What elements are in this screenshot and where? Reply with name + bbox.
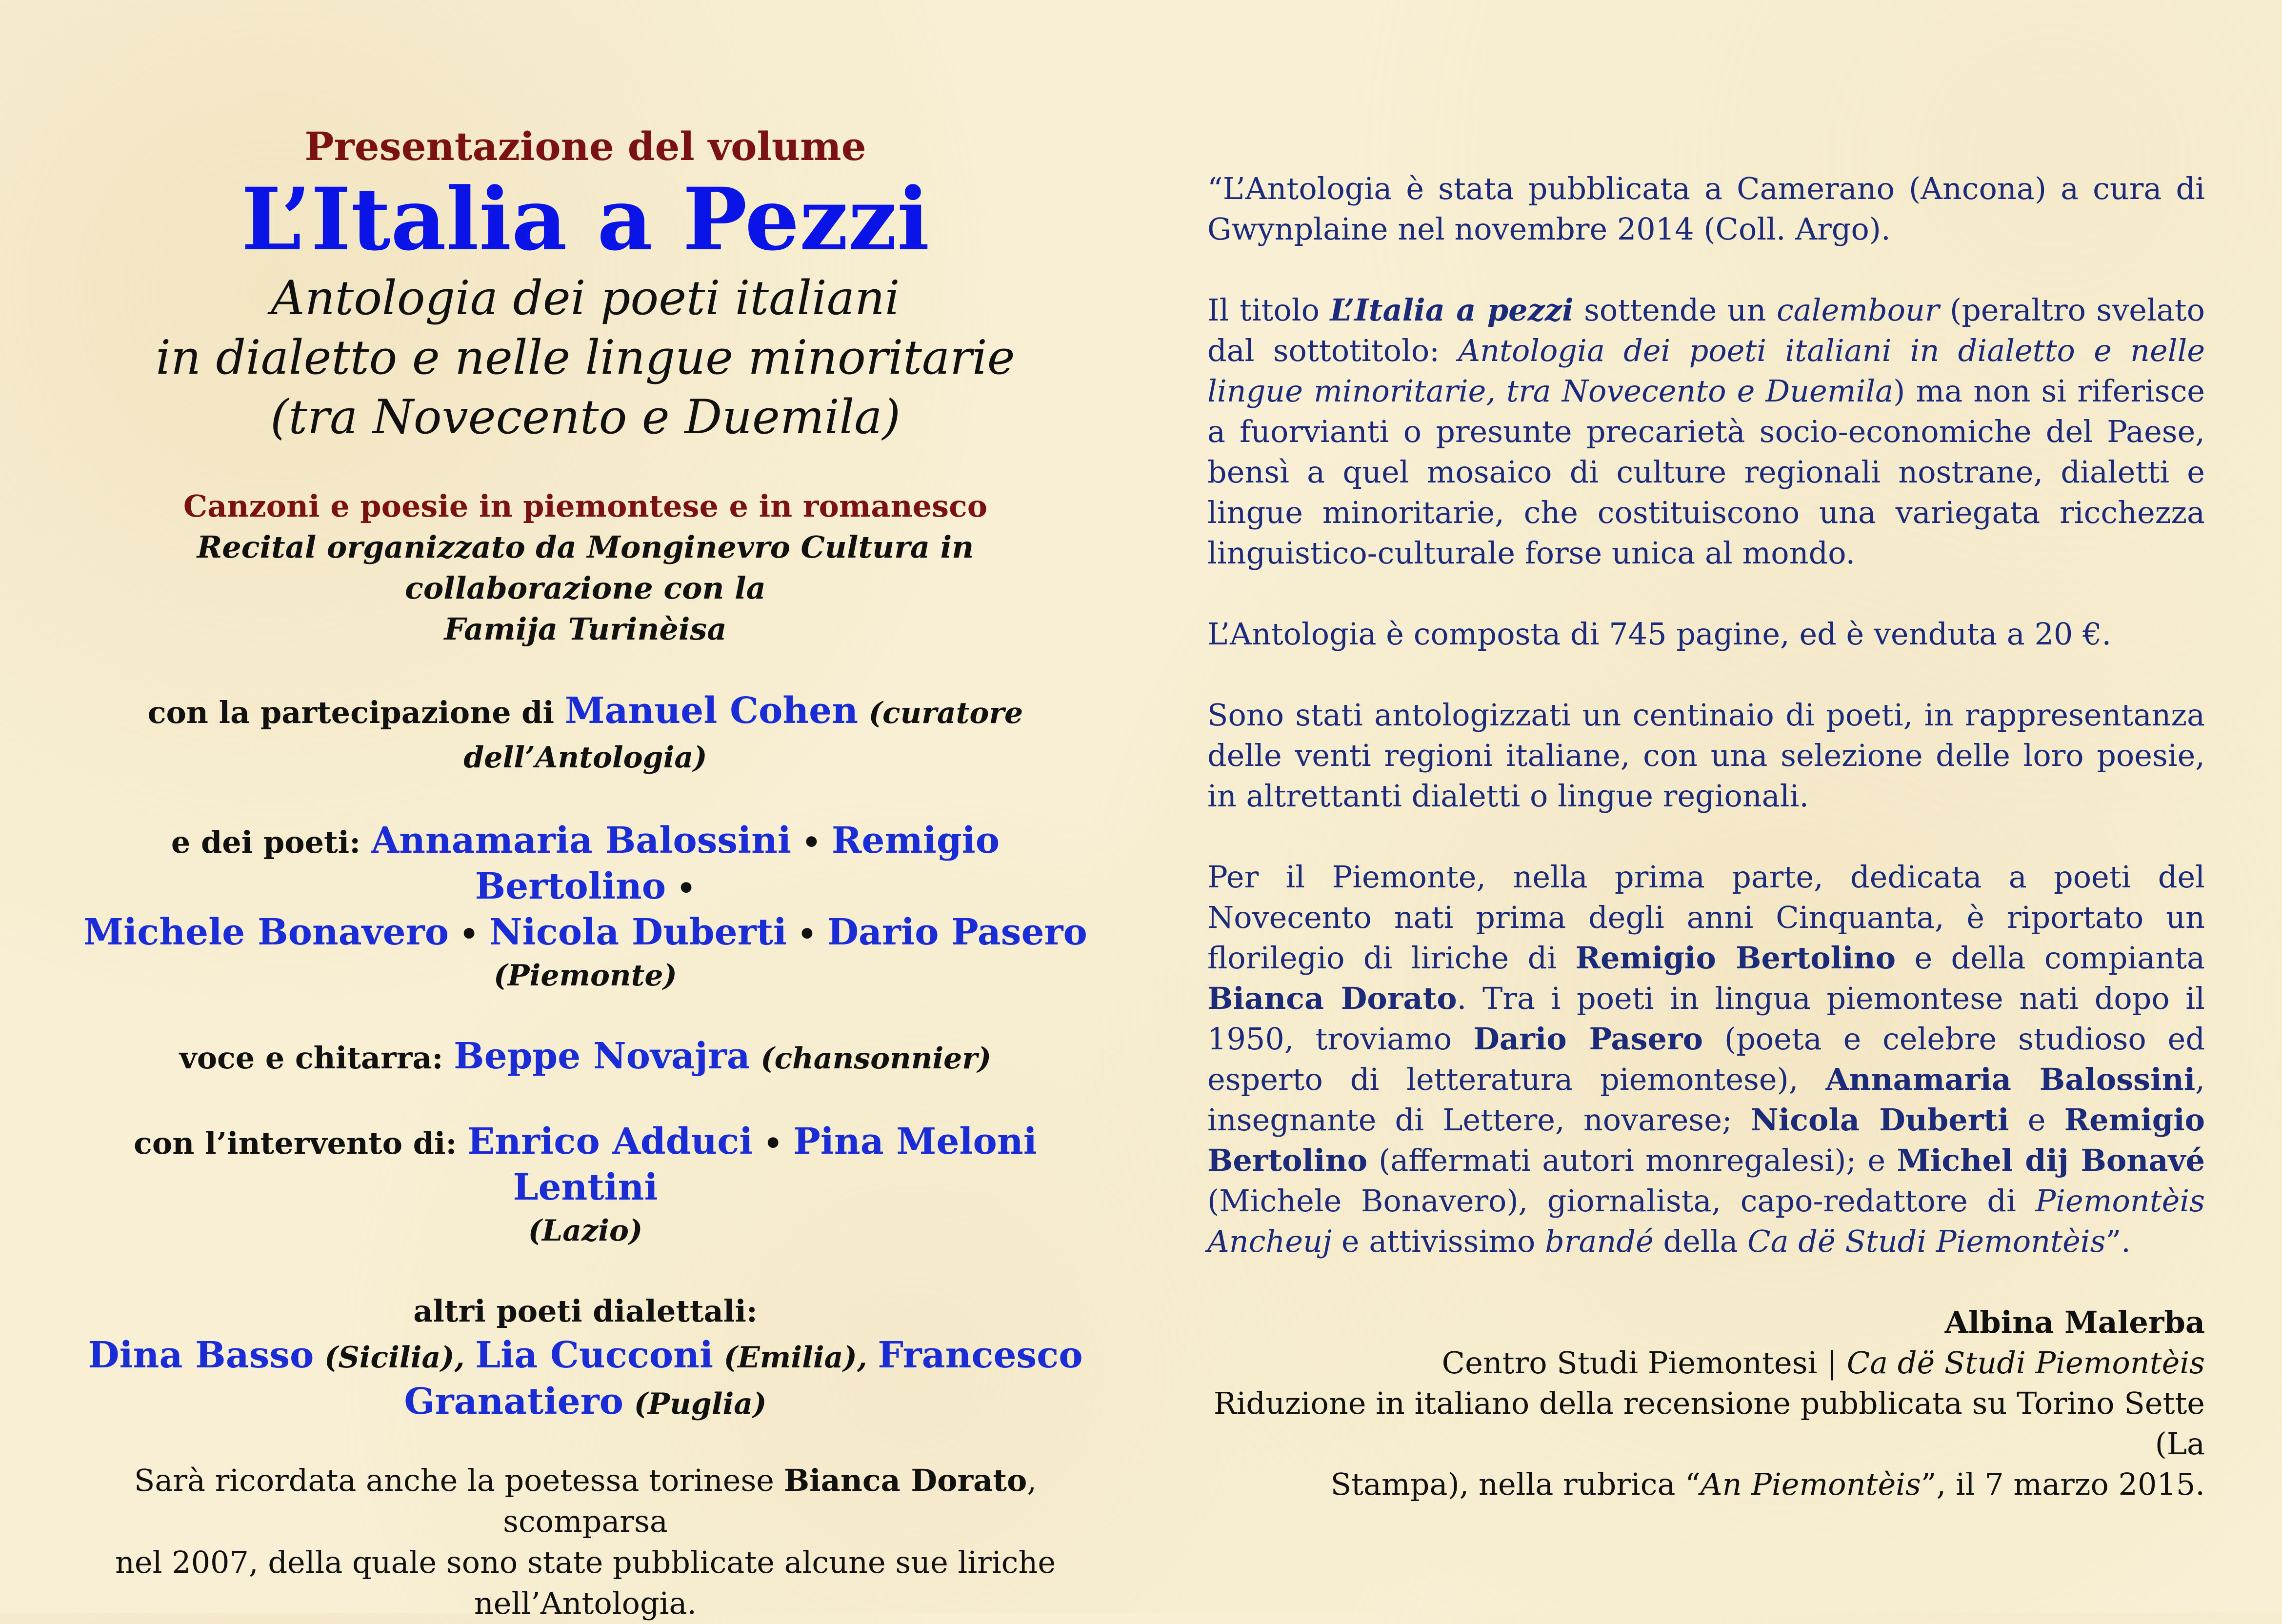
review-paragraph: Sono stati antologizzati un centinaio di poeti, in rappresentanza delle venti regioni italiane, con una selezione delle loro poesie, in altrettanti dialetti o lingue regionali. bbox=[1207, 697, 2205, 814]
closing-bold-name: Bianca Dorato bbox=[783, 1463, 1027, 1498]
poeti-line-2 bbox=[73, 910, 1098, 956]
poet-name: Dario Pasero bbox=[827, 911, 1087, 953]
text-run: e della compianta bbox=[1896, 940, 2205, 976]
partecipazione-label: con la partecipazione di bbox=[147, 695, 555, 730]
text-run: e bbox=[2009, 1102, 2064, 1138]
text-run: (poeta e celebre studioso ed esperto di letteratura piemontese), bbox=[1207, 1021, 2205, 1097]
bold-name: Annamaria Balossini bbox=[1825, 1062, 2196, 1097]
poet-name: Michele Bonavero bbox=[83, 911, 449, 953]
canzoni-heading: Canzoni e poesie in piemontese e in romanesco bbox=[183, 488, 988, 524]
bullet-separator: • bbox=[459, 916, 479, 952]
text-run: della bbox=[1653, 1223, 1748, 1259]
region-piemonte: (Piemonte) bbox=[494, 959, 677, 993]
poet-region: (Puglia) bbox=[634, 1387, 767, 1421]
org-alt-name: Ca dë Studi Piemontèis bbox=[1846, 1345, 2205, 1381]
text-run: (affermati autori monregalesi); e bbox=[1367, 1143, 1897, 1178]
region-lazio: (Lazio) bbox=[528, 1214, 643, 1248]
text-run: , insegnante di Lettere, novarese; bbox=[1207, 1062, 2205, 1138]
subtitle-line-2: in dialetto e nelle lingue minoritarie bbox=[156, 330, 1015, 385]
recital-line-2: Famija Turinèisa bbox=[444, 611, 727, 647]
italic-run: Piemontèis Ancheuj bbox=[1207, 1183, 2205, 1259]
signature-block bbox=[1207, 1302, 2205, 1504]
text-run: e attivissimo bbox=[1332, 1223, 1545, 1259]
poet-region: (Emilia), bbox=[723, 1341, 867, 1375]
bullet-separator: • bbox=[801, 824, 821, 860]
review-paragraph: L’Antologia è composta di 745 pagine, ed è venduta a 20 €. bbox=[1207, 616, 2112, 652]
singer-name: Beppe Novajra bbox=[454, 1035, 750, 1077]
recital-line-1: Recital organizzato da Monginevro Cultura in collaborazione con la bbox=[197, 529, 974, 606]
speaker-name: Pina Meloni Lentini bbox=[513, 1121, 1037, 1208]
closing-line-2: nel 2007, della quale sono state pubblicate alcune sue liriche bbox=[115, 1544, 1056, 1580]
singer-note: (chansonnier) bbox=[761, 1042, 992, 1076]
bold-title: L’Italia a pezzi bbox=[1330, 292, 1574, 328]
partecipazione-line bbox=[73, 689, 1098, 780]
org-separator: | bbox=[1827, 1345, 1837, 1381]
review-column bbox=[1207, 168, 2205, 1504]
poet-name: Dina Basso bbox=[88, 1334, 314, 1376]
bold-name: Remigio Bertolino bbox=[1575, 940, 1896, 976]
event-column bbox=[73, 122, 1098, 1624]
bold-name: Dario Pasero bbox=[1473, 1021, 1703, 1057]
poet-name: Nicola Duberti bbox=[489, 911, 787, 953]
text-run: Per il Piemonte, nella prima parte, dedicata a poeti del Novecento nati prima degli anni Cinquanta, è riportato un florilegio di liriche di bbox=[1207, 859, 2205, 976]
author-name: Albina Malerba bbox=[1944, 1304, 2205, 1340]
poet-name: Francesco bbox=[878, 1334, 1083, 1376]
poet-name: Annamaria Balossini bbox=[371, 820, 792, 862]
speaker-name: Enrico Adduci bbox=[467, 1121, 753, 1163]
closing-line-3: nell’Antologia. bbox=[474, 1585, 697, 1621]
intervento-label: con l’intervento di: bbox=[134, 1125, 457, 1161]
text-run: ”, il 7 marzo 2015. bbox=[1921, 1466, 2205, 1502]
voce-label: voce e chitarra: bbox=[179, 1040, 443, 1076]
italic-run: Ca dë Studi Piemontèis bbox=[1747, 1223, 2106, 1259]
altri-line-2 bbox=[73, 1380, 1098, 1426]
italic-run: An Piemontèis bbox=[1700, 1466, 1921, 1502]
altri-label: altri poeti dialettali: bbox=[413, 1293, 758, 1329]
intervento-line bbox=[73, 1120, 1098, 1211]
bullet-separator: • bbox=[763, 1125, 783, 1161]
italic-run: Antologia dei poeti italiani in dialetto e nelle lingue minoritarie, tra Novecento e Duemila bbox=[1207, 333, 2205, 409]
book-title: L’Italia a Pezzi bbox=[241, 169, 930, 270]
presentation-heading: Presentazione del volume bbox=[304, 123, 866, 169]
closing-text: , scomparsa bbox=[503, 1463, 1037, 1539]
text-run: . Tra i poeti in lingua piemontese nati dopo il 1950, troviamo bbox=[1207, 981, 2205, 1057]
author-org bbox=[1207, 1343, 2205, 1383]
bold-name: Bianca Dorato bbox=[1207, 981, 1457, 1016]
italic-run: brandé bbox=[1545, 1223, 1654, 1259]
text-run: sottende un bbox=[1573, 292, 1777, 328]
closing-text: Sarà ricordata anche la poetessa torinese bbox=[134, 1463, 774, 1498]
poet-region: (Sicilia), bbox=[324, 1341, 465, 1375]
poet-name: Lia Cucconi bbox=[475, 1334, 714, 1376]
review-paragraph bbox=[1207, 857, 2205, 1262]
text-run: Stampa), nella rubrica “ bbox=[1330, 1466, 1701, 1502]
bullet-separator: • bbox=[676, 870, 696, 906]
bold-name: Nicola Duberti bbox=[1750, 1102, 2009, 1138]
bullet-separator: • bbox=[797, 916, 817, 952]
review-paragraph bbox=[1207, 290, 2205, 573]
subtitle-line-3: (tra Novecento e Duemila) bbox=[270, 390, 901, 444]
poet-name: Granatiero bbox=[404, 1381, 624, 1423]
bold-name: Remigio Bertolino bbox=[1207, 1102, 2205, 1178]
subtitle-line-1: Antologia dei poeti italiani bbox=[271, 271, 900, 325]
text-run: ”. bbox=[2105, 1223, 2131, 1259]
text-run: ) ma non si riferisce a fuorvianti o presunte precarietà socio-economiche del Paese, bensì a quel mosaico di culture regionali nostrane, dialetti e lingue minoritarie, che costituiscono una variegata ricchezza linguistico-culturale forse unica al mondo. bbox=[1207, 373, 2205, 571]
text-run: (peraltro svelato dal sottotitolo: bbox=[1207, 292, 2205, 368]
review-paragraph: “L’Antologia è stata pubblicata a Camerano (Ancona) a cura di Gwynplaine nel novembre 2014 (Coll. Argo). bbox=[1207, 171, 2205, 247]
org-name: Centro Studi Piemontesi bbox=[1441, 1345, 1818, 1381]
bold-name: Michel dij Bonavé bbox=[1897, 1143, 2205, 1178]
source-note-line-1: Riduzione in italiano della recensione pubblicata su Torino Sette (La bbox=[1213, 1385, 2205, 1462]
italic-run: calembour bbox=[1776, 292, 1940, 328]
source-note-line-2 bbox=[1207, 1464, 2205, 1504]
curator-note: (curatore dell’Antologia) bbox=[463, 696, 1023, 775]
text-run: (Michele Bonavero), giornalista, capo-redattore di bbox=[1207, 1183, 2036, 1219]
altri-line-1 bbox=[73, 1333, 1098, 1380]
closing-line-1 bbox=[73, 1460, 1098, 1542]
poeti-line-1 bbox=[73, 819, 1098, 910]
curator-name: Manuel Cohen bbox=[564, 690, 859, 732]
text-run: Il titolo bbox=[1207, 292, 1330, 328]
voce-line bbox=[73, 1034, 1098, 1081]
poeti-label: e dei poeti: bbox=[171, 824, 361, 860]
poet-name: Remigio Bertolino bbox=[475, 820, 1000, 907]
